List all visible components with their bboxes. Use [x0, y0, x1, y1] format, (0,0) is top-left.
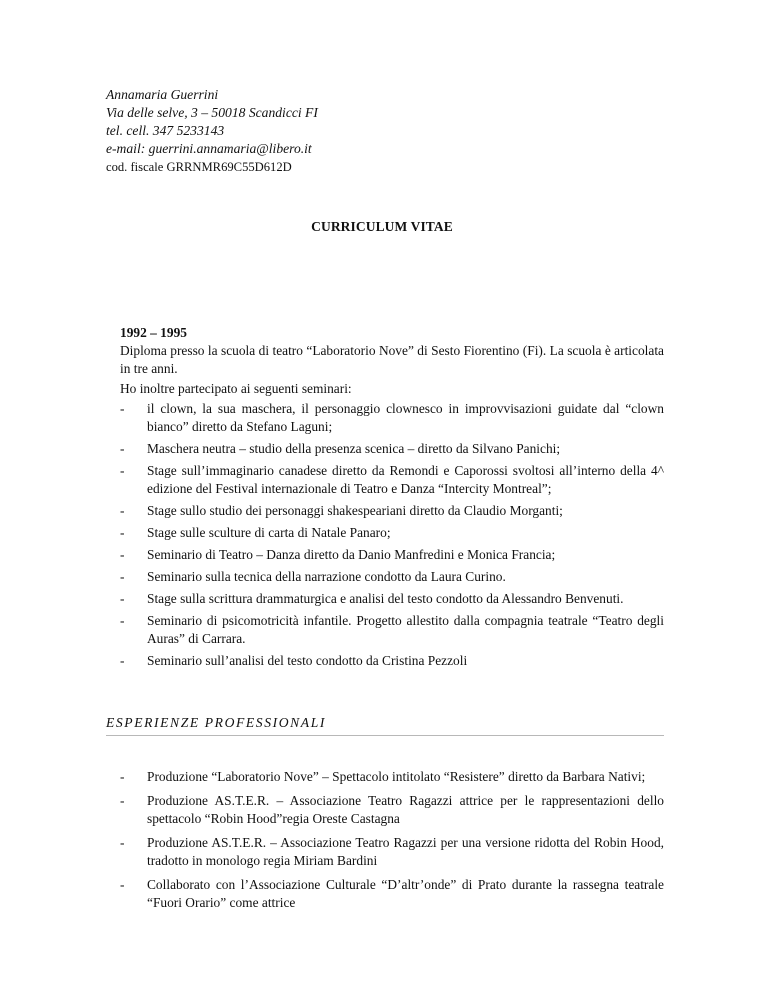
seminars-intro: Ho inoltre partecipato ai seguenti seminari:: [120, 381, 352, 396]
contact-header: [106, 86, 318, 176]
candidate-name: Annamaria Guerrini: [106, 87, 219, 102]
education-section: [120, 324, 664, 674]
list-item: - Stage sulle sculture di carta di Natale Panaro;: [120, 524, 664, 542]
phone-line: tel. cell. 347 5233143: [106, 123, 225, 138]
list-item: - Maschera neutra – studio della presenza scenica – diretto da Silvano Panichi;: [120, 440, 664, 458]
list-item: - il clown, la sua maschera, il personaggio clownesco in improvvisazioni guidate dal “clown bianco” diretto da Stefano Laguni;: [120, 400, 664, 436]
address-line: Via delle selve, 3 – 50018 Scandicci FI: [106, 105, 318, 120]
list-item: - Seminario sulla tecnica della narrazione condotto da Laura Curino.: [120, 568, 664, 586]
document-title-text: CURRICULUM VITAE: [311, 219, 453, 234]
tax-code-line: cod. fiscale GRRNMR69C55D612D: [106, 160, 292, 174]
list-item: - Collaborato con l’Associazione Culturale “D’altr’onde” di Prato durante la rassegna teatrale “Fuori Orario” come attrice: [120, 876, 664, 912]
list-item: - Stage sulla scrittura drammaturgica e analisi del testo condotto da Alessandro Benvenuti.: [120, 590, 664, 608]
experience-list: [120, 768, 664, 912]
seminars-list: [120, 400, 664, 670]
list-item: - Produzione AS.T.E.R. – Associazione Teatro Ragazzi attrice per le rappresentazioni dello spettacolo “Robin Hood”regia Oreste Castagna: [120, 792, 664, 828]
experience-section: [120, 768, 664, 918]
email-line: e-mail: guerrini.annamaria@libero.it: [106, 141, 312, 156]
list-item: - Produzione “Laboratorio Nove” – Spettacolo intitolato “Resistere” diretto da Barbara Nativi;: [120, 768, 664, 786]
education-years: 1992 – 1995: [120, 325, 187, 340]
list-item: - Stage sull’immaginario canadese diretto da Remondi e Caporossi svoltosi all’interno della 4^ edizione del Festival internazionale di Teatro e Danza “Intercity Montreal”;: [120, 462, 664, 498]
list-item: - Seminario di Teatro – Danza diretto da Danio Manfredini e Monica Francia;: [120, 546, 664, 564]
section-heading-experience: ESPERIENZE PROFESSIONALI: [106, 715, 664, 736]
list-item: - Produzione AS.T.E.R. – Associazione Teatro Ragazzi per una versione ridotta del Robin Hood, tradotto in monologo regia Miriam Bardini: [120, 834, 664, 870]
list-item: - Stage sullo studio dei personaggi shakespeariani diretto da Claudio Morganti;: [120, 502, 664, 520]
document-title: [0, 219, 768, 235]
diploma-text: Diploma presso la scuola di teatro “Laboratorio Nove” di Sesto Fiorentino (Fi). La scuola è articolata in tre anni.: [120, 343, 664, 376]
list-item: - Seminario di psicomotricità infantile. Progetto allestito dalla compagnia teatrale “Teatro degli Auras” di Carrara.: [120, 612, 664, 648]
list-item: - Seminario sull’analisi del testo condotto da Cristina Pezzoli: [120, 652, 664, 670]
